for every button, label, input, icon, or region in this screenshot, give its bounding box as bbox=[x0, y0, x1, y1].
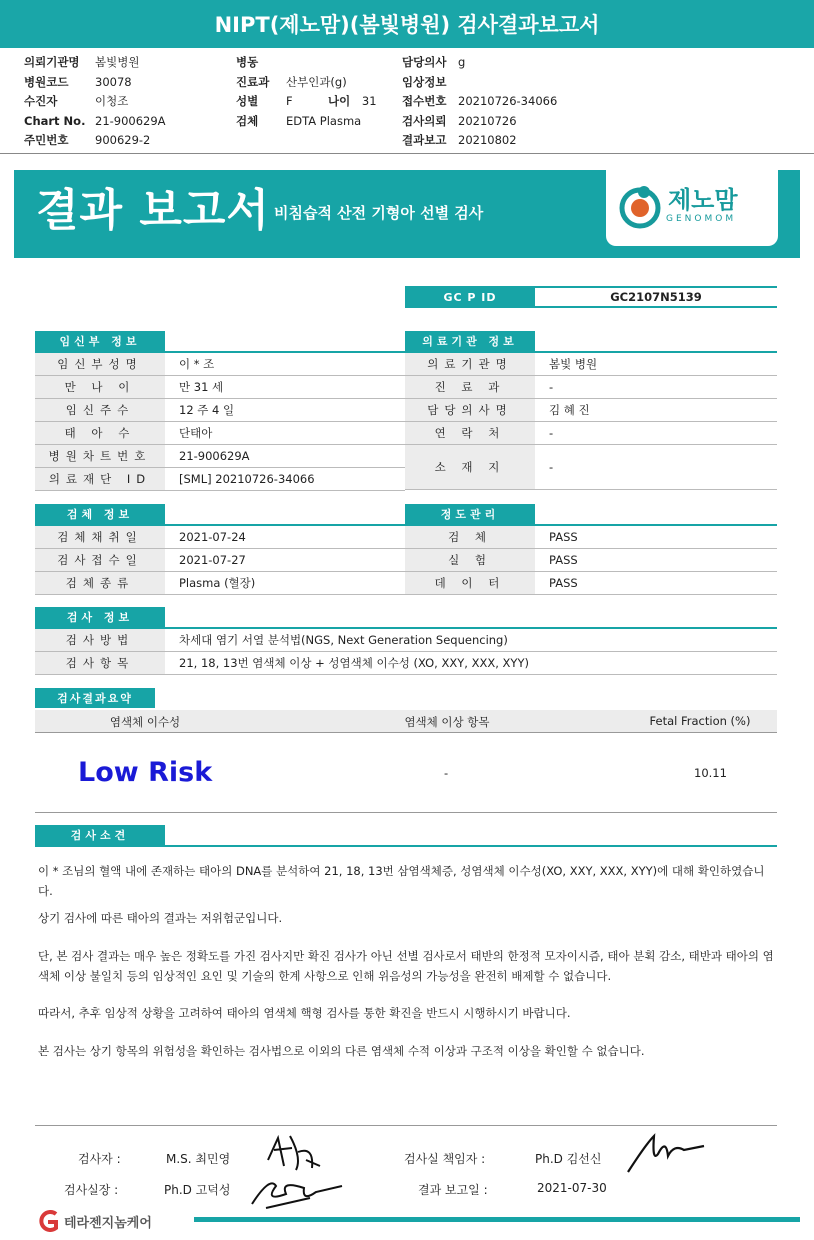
report-date: 2021-07-30 bbox=[537, 1181, 607, 1195]
header-field-label: 임상정보 bbox=[402, 74, 447, 89]
header-field bbox=[24, 92, 166, 112]
test-row-value: 21, 18, 13번 염색체 이상 + 성염색체 이수성 (XO, XXY, XXX, XYY) bbox=[179, 656, 529, 670]
gcp-line-top bbox=[535, 286, 777, 288]
header-field-value: 이청조 bbox=[95, 94, 129, 108]
hospital-row-value: - bbox=[549, 380, 554, 394]
gcp-value: GC2107N5139 bbox=[610, 290, 702, 304]
summary-section-title: 검사결과요약 bbox=[35, 688, 155, 708]
result-fetal-fraction: 10.11 bbox=[694, 766, 727, 780]
summary-header-aneuploidy: 염색체 이수성 bbox=[109, 715, 181, 729]
footer-company: 테라젠지놈케어 bbox=[64, 1216, 152, 1231]
header-field-label: 진료과 bbox=[236, 74, 270, 89]
banner bbox=[14, 170, 800, 258]
header-field bbox=[236, 112, 361, 132]
header-field bbox=[24, 73, 166, 93]
header-divider bbox=[0, 153, 814, 154]
header-field bbox=[402, 112, 557, 132]
header-field bbox=[402, 92, 557, 112]
hospital-row-value: 김 혜 진 bbox=[549, 403, 590, 417]
header-field-label: 병동 bbox=[236, 55, 259, 69]
patient-row-value: 이 * 조 bbox=[179, 357, 215, 371]
chief-name: Ph.D 고덕성 bbox=[164, 1183, 231, 1197]
hospital-row-label: 진 료 과 bbox=[405, 376, 535, 398]
opinion-p2: 상기 검사에 따른 태아의 결과는 저위험군입니다. bbox=[38, 911, 283, 925]
patient-row bbox=[35, 445, 405, 468]
header-field-value: EDTA Plasma bbox=[286, 113, 362, 128]
header-field-value: 30078 bbox=[95, 74, 132, 89]
tester-name: M.S. 최민영 bbox=[166, 1152, 231, 1166]
qc-row bbox=[405, 526, 777, 549]
hospital-row-label: 의료기관명 bbox=[405, 353, 535, 375]
summary-header-ff: Fetal Fraction (%) bbox=[649, 714, 751, 728]
qc-row-value: PASS bbox=[549, 530, 578, 544]
specimen-section-title: 검체 정보 bbox=[35, 504, 165, 524]
patient-row-label: 의료재단 ID bbox=[35, 468, 165, 490]
age-label: 나이 bbox=[328, 94, 351, 108]
hospital-row-label: 담당의사명 bbox=[405, 399, 535, 421]
tester-label: 검사자 : bbox=[78, 1152, 121, 1166]
summary-header-abnormal: 염색체 이상 항목 bbox=[404, 715, 490, 729]
result-abnormal-items: - bbox=[444, 766, 449, 780]
header-field bbox=[402, 73, 557, 93]
hospital-row-value: - bbox=[549, 460, 554, 474]
header-field-value: 21-900629A bbox=[95, 113, 166, 128]
hospital-row bbox=[405, 445, 777, 490]
resp-label: 검사실 책임자 : bbox=[404, 1152, 486, 1166]
signature-divider bbox=[35, 1125, 777, 1126]
qc-row-label: 실 험 bbox=[405, 549, 535, 571]
logo-text: 제노맘 bbox=[668, 186, 738, 214]
header-field-value: 봄빛병원 bbox=[95, 55, 140, 69]
test-row-label: 검사방법 bbox=[35, 629, 165, 651]
date-label: 결과 보고일 : bbox=[418, 1183, 488, 1197]
resp-signature bbox=[624, 1132, 708, 1176]
hospital-section-title: 의료기관 정보 bbox=[405, 331, 535, 351]
specimen-row-value: 2021-07-27 bbox=[179, 553, 246, 567]
specimen-row bbox=[35, 526, 405, 549]
banner-subtitle: 비침습적 산전 기형아 선별 검사 bbox=[274, 204, 484, 222]
header-field-label: 수진자 bbox=[24, 94, 58, 108]
patient-section-title: 임신부 정보 bbox=[35, 331, 165, 351]
opinion-p3: 단, 본 검사 결과는 매우 높은 정확도를 가진 검사지만 확진 검사가 아닌 선별 검사로서 태반의 한정적 모자이시즘, 태아 분획 감소, 태반과 태아의 염색체 이상 불일치 등의 임상적인 요인 및 기술의 한계 사항으로 인해 위음성의 가능성을 완전히 배제할 수 없습니다. bbox=[38, 949, 774, 983]
header-field-value: g bbox=[458, 55, 466, 69]
theragen-logo-icon bbox=[32, 1210, 64, 1232]
patient-row-value: [SML] 20210726-34066 bbox=[179, 472, 315, 486]
patient-row-label: 만 나 이 bbox=[35, 376, 165, 398]
result-low-risk: Low Risk bbox=[78, 757, 213, 788]
header-field bbox=[236, 53, 361, 73]
qc-section-title: 정도관리 bbox=[405, 504, 535, 524]
patient-row-label: 임신주수 bbox=[35, 399, 165, 421]
header-field bbox=[402, 131, 557, 151]
specimen-row-value: Plasma (혈장) bbox=[179, 576, 256, 590]
header-field-label: Chart No. bbox=[24, 113, 86, 128]
gcp-label: GC P ID bbox=[405, 286, 535, 308]
opinion-p4: 따라서, 추후 임상적 상황을 고려하여 태아의 염색체 핵형 검사를 통한 확진을 반드시 시행하시기 바랍니다. bbox=[38, 1006, 571, 1020]
gcp-line-bottom bbox=[535, 306, 777, 308]
hospital-row bbox=[405, 422, 777, 445]
patient-row bbox=[35, 422, 405, 445]
patient-row-label: 임신부성명 bbox=[35, 353, 165, 375]
patient-row-value: 21-900629A bbox=[179, 449, 250, 463]
header-field-value: 20210726-34066 bbox=[458, 94, 558, 108]
header-field-label: 의뢰기관명 bbox=[24, 55, 80, 69]
qc-row-label: 데 이 터 bbox=[405, 572, 535, 594]
hospital-row-value: - bbox=[549, 426, 554, 440]
header-field bbox=[24, 112, 166, 132]
header-field bbox=[402, 53, 557, 73]
opinion-p1: 이 * 조님의 혈액 내에 존재하는 태아의 DNA를 분석하여 21, 18, 13번 삼염색체증, 성염색체 이수성(XO, XXY, XXX, XYY)에 대해 확인하였습니다. bbox=[38, 864, 765, 898]
patient-row bbox=[35, 399, 405, 422]
header-field-label: 주민번호 bbox=[24, 133, 69, 147]
test-row bbox=[35, 629, 777, 652]
header-field bbox=[24, 53, 166, 73]
test-row-label: 검사항목 bbox=[35, 652, 165, 674]
test-section-title: 검사 정보 bbox=[35, 607, 165, 627]
hospital-row bbox=[405, 376, 777, 399]
patient-row-label: 병원차트번호 bbox=[35, 445, 165, 467]
opinion-section-title: 검사소견 bbox=[35, 825, 165, 845]
header-field-label: 담당의사 bbox=[402, 55, 447, 69]
chief-signature bbox=[246, 1168, 346, 1213]
header-field-label: 병원코드 bbox=[24, 74, 69, 89]
genomom-logo-icon bbox=[618, 184, 664, 230]
logo-subtext: GENOMOM bbox=[666, 214, 737, 224]
qc-row-label: 검 체 bbox=[405, 526, 535, 548]
specimen-row-label: 검체채취일 bbox=[35, 526, 165, 548]
resp-name: Ph.D 김선신 bbox=[535, 1152, 602, 1166]
banner-title: 결과 보고서 bbox=[36, 185, 270, 236]
test-row-value: 차세대 염기 서열 분석법(NGS, Next Generation Sequencing) bbox=[179, 633, 508, 647]
specimen-row-label: 검사접수일 bbox=[35, 549, 165, 571]
hospital-row bbox=[405, 399, 777, 422]
hospital-row-label: 연 락 처 bbox=[405, 422, 535, 444]
header-field-value: 20210802 bbox=[458, 133, 517, 147]
qc-row-value: PASS bbox=[549, 553, 578, 567]
hospital-row bbox=[405, 353, 777, 376]
report-title: NIPT(제노맘)(봄빛병원) 검사결과보고서 bbox=[0, 0, 814, 48]
header-field-label: 성별 bbox=[236, 94, 259, 108]
patient-row bbox=[35, 353, 405, 376]
header-field-label: 검체 bbox=[236, 113, 259, 128]
header-age bbox=[328, 92, 377, 112]
patient-row bbox=[35, 468, 405, 491]
specimen-row bbox=[35, 549, 405, 572]
opinion-p5: 본 검사는 상기 항목의 위험성을 확인하는 검사법으로 이외의 다른 염색체 수적 이상과 구조적 이상을 확인할 수 없습니다. bbox=[38, 1044, 645, 1058]
patient-row-value: 만 31 세 bbox=[179, 380, 224, 394]
hospital-row-label: 소 재 지 bbox=[405, 445, 535, 489]
patient-row bbox=[35, 376, 405, 399]
header-field-value: F bbox=[286, 94, 293, 108]
specimen-row bbox=[35, 572, 405, 595]
patient-row-label: 태 아 수 bbox=[35, 422, 165, 444]
header-field-value: 20210726 bbox=[458, 113, 517, 128]
specimen-row-value: 2021-07-24 bbox=[179, 530, 246, 544]
test-row bbox=[35, 652, 777, 675]
header-field-label: 검사의뢰 bbox=[402, 113, 447, 128]
qc-row bbox=[405, 572, 777, 595]
summary-bottom-line bbox=[35, 812, 777, 813]
header-field-label: 결과보고 bbox=[402, 133, 447, 147]
header-field bbox=[24, 131, 166, 151]
chief-label: 검사실장 : bbox=[64, 1183, 119, 1197]
age-value: 31 bbox=[361, 94, 377, 108]
opinion-line bbox=[35, 845, 777, 847]
footer-bar bbox=[194, 1217, 800, 1222]
logo bbox=[606, 170, 778, 246]
header-field-value: 산부인과(g) bbox=[286, 74, 347, 89]
qc-row-value: PASS bbox=[549, 576, 578, 590]
header-field bbox=[236, 73, 361, 93]
header-col3 bbox=[402, 53, 557, 151]
patient-row-value: 12 주 4 일 bbox=[179, 403, 235, 417]
hospital-row-value: 봄빛 병원 bbox=[549, 357, 598, 371]
qc-row bbox=[405, 549, 777, 572]
specimen-row-label: 검체종류 bbox=[35, 572, 165, 594]
header-field-label: 접수번호 bbox=[402, 94, 447, 108]
header-col1 bbox=[24, 53, 166, 151]
patient-row-value: 단태아 bbox=[179, 426, 213, 440]
header-field-value: 900629-2 bbox=[95, 133, 151, 147]
